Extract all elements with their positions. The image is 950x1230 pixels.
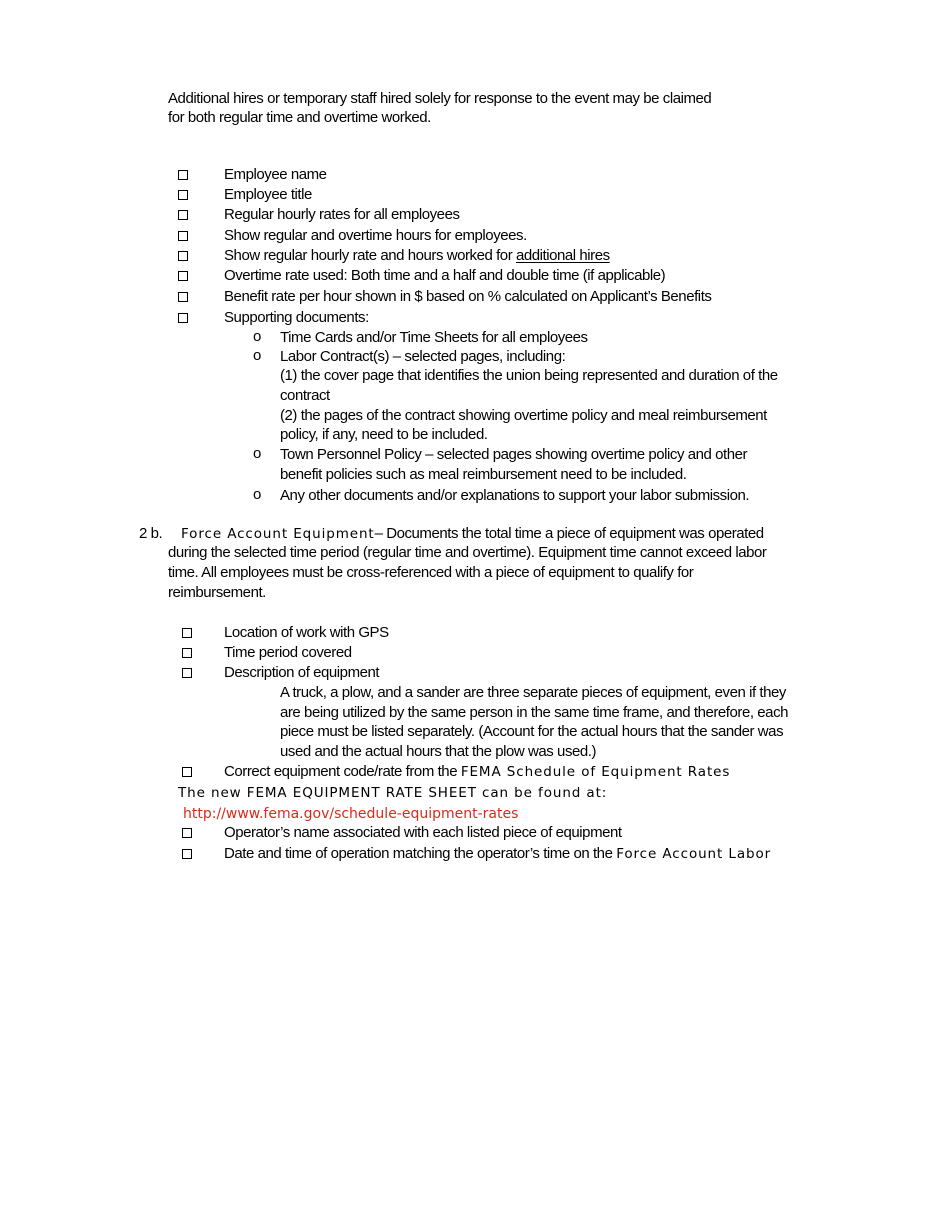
checkbox-operator-name[interactable] xyxy=(182,828,192,838)
checkbox-equipment-code-rate[interactable] xyxy=(182,767,192,777)
date-time-prefix: Date and time of operation matching the operator’s time on the xyxy=(224,845,617,862)
checklist-item-additional-hires xyxy=(224,246,610,266)
sub-bullet-marker: o xyxy=(253,328,262,345)
section-2b-title: Force Account Equipment xyxy=(181,526,375,542)
checkbox-regular-hourly-rates[interactable] xyxy=(178,210,188,220)
rate-sheet-line: The new FEMA EQUIPMENT RATE SHEET can be found at: xyxy=(178,785,608,801)
labor-contract-sub1-line2: contract xyxy=(280,387,330,404)
supporting-doc-other: Any other documents and/or explanations to support your labor submission. xyxy=(280,487,750,504)
checklist-item-regular-overtime-hours: Show regular and overtime hours for employees. xyxy=(224,227,527,244)
sub-bullet-marker: o xyxy=(253,347,262,364)
checkbox-employee-title[interactable] xyxy=(178,190,188,200)
fema-schedule-title: FEMA Schedule of Equipment Rates xyxy=(460,764,731,780)
checklist-item-employee-name: Employee name xyxy=(224,166,327,183)
additional-hires-prefix: Show regular hourly rate and hours worked for xyxy=(224,247,516,264)
supporting-doc-labor-contract: Labor Contract(s) – selected pages, including: xyxy=(280,348,566,365)
equipment-note-line2: are being utilized by the same person in the same time frame, and therefore, each xyxy=(280,704,789,721)
checklist-item-benefit-rate: Benefit rate per hour shown in $ based on % calculated on Applicant’s Benefits xyxy=(224,288,712,305)
intro-line-1: Additional hires or temporary staff hired solely for response to the event may be claimed xyxy=(168,90,712,107)
equipment-note-line3: piece must be listed separately. (Account for the actual hours that the sander was xyxy=(280,723,784,740)
force-account-labor-title: Force Account Labor xyxy=(616,846,772,862)
section-2b-line4: reimbursement. xyxy=(168,584,266,601)
checkbox-benefit-rate[interactable] xyxy=(178,292,188,302)
checkbox-supporting-documents[interactable] xyxy=(178,313,188,323)
checkbox-overtime-rate[interactable] xyxy=(178,271,188,281)
equipment-item-operator-name: Operator’s name associated with each listed piece of equipment xyxy=(224,824,622,841)
checkbox-employee-name[interactable] xyxy=(178,170,188,180)
equipment-item-time-period: Time period covered xyxy=(224,644,352,661)
equipment-item-description: Description of equipment xyxy=(224,664,380,681)
section-2b-first-line xyxy=(181,524,764,544)
checkbox-description-equipment[interactable] xyxy=(182,668,192,678)
equipment-item-location-gps: Location of work with GPS xyxy=(224,624,389,641)
sub-bullet-marker: o xyxy=(253,445,262,462)
additional-hires-underlined: additional hires xyxy=(515,247,610,264)
equipment-item-date-time xyxy=(224,844,771,864)
checklist-item-supporting-documents: Supporting documents: xyxy=(224,309,369,326)
equipment-item-code-rate xyxy=(224,762,730,782)
fema-rates-link[interactable]: http://www.fema.gov/schedule-equipment-rates xyxy=(183,806,519,822)
sub-bullet-marker: o xyxy=(253,486,262,503)
code-rate-prefix: Correct equipment code/rate from the xyxy=(224,763,461,780)
intro-line-2: for both regular time and overtime worked. xyxy=(168,109,431,126)
checkbox-regular-overtime-hours[interactable] xyxy=(178,231,188,241)
checkbox-date-time-operation[interactable] xyxy=(182,849,192,859)
equipment-note-line1: A truck, a plow, and a sander are three separate pieces of equipment, even if they xyxy=(280,684,786,701)
checklist-item-employee-title: Employee title xyxy=(224,186,312,203)
supporting-doc-time-cards: Time Cards and/or Time Sheets for all employees xyxy=(280,329,588,346)
supporting-doc-personnel-policy-line2: benefit policies such as meal reimbursement need to be included. xyxy=(280,466,687,483)
labor-contract-sub1-line1: (1) the cover page that identifies the union being represented and duration of the xyxy=(280,367,778,384)
labor-contract-sub2-line2: policy, if any, need to be included. xyxy=(280,426,488,443)
checklist-item-overtime-rate: Overtime rate used: Both time and a half and double time (if applicable) xyxy=(224,267,666,284)
supporting-doc-personnel-policy-line1: Town Personnel Policy – selected pages showing overtime policy and other xyxy=(280,446,748,463)
equipment-note-line4: used and the actual hours that the plow was used.) xyxy=(280,743,597,760)
section-2b-line1-rest: – Documents the total time a piece of equipment was operated xyxy=(374,525,764,542)
checkbox-additional-hires[interactable] xyxy=(178,251,188,261)
section-2b-number: 2 b. xyxy=(139,525,163,542)
checkbox-time-period[interactable] xyxy=(182,648,192,658)
labor-contract-sub2-line1: (2) the pages of the contract showing overtime policy and meal reimbursement xyxy=(280,407,767,424)
section-2b-line3: time. All employees must be cross-referenced with a piece of equipment to qualify for xyxy=(168,564,694,581)
checklist-item-regular-hourly-rates: Regular hourly rates for all employees xyxy=(224,206,460,223)
checkbox-location-gps[interactable] xyxy=(182,628,192,638)
section-2b-line2: during the selected time period (regular time and overtime). Equipment time cannot exceed labor xyxy=(168,544,767,561)
